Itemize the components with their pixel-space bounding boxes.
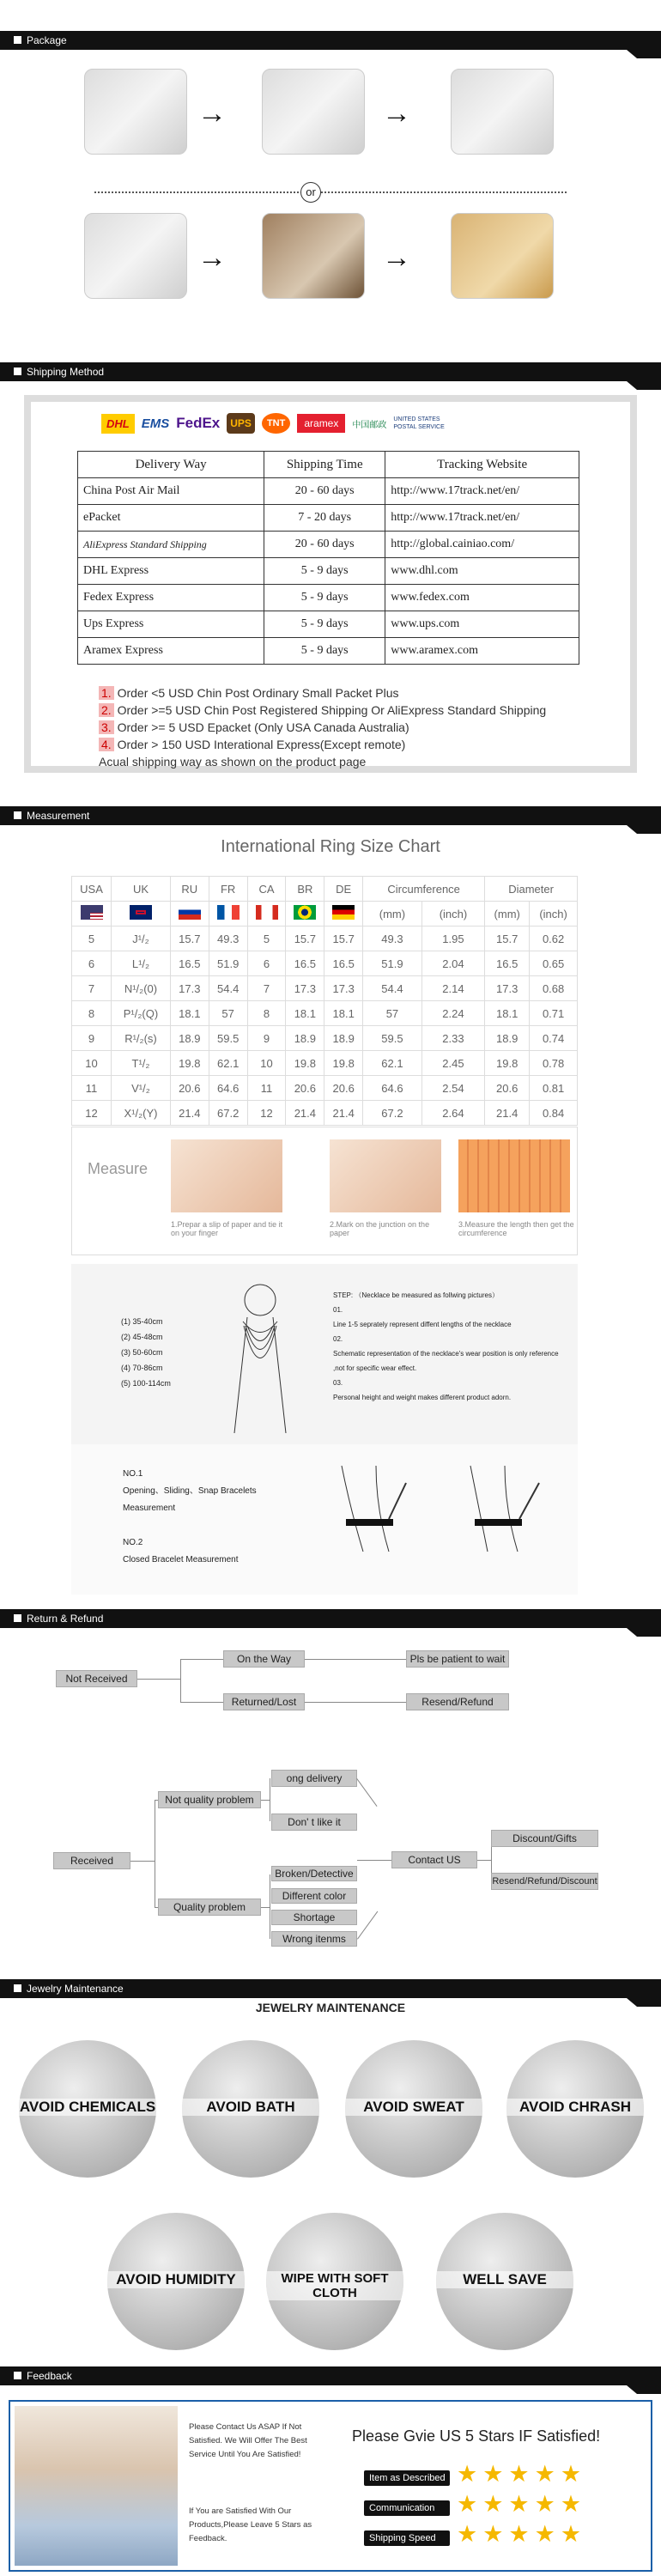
- table-cell: http://global.cainiao.com/: [385, 532, 579, 558]
- table-cell: 54.4: [209, 976, 247, 1001]
- carrier-logos: [101, 410, 582, 436]
- table-cell: 5 - 9 days: [264, 585, 385, 611]
- table-cell: 12: [72, 1101, 112, 1126]
- note-text: Order >= 5 USD Epacket (Only USA Canada Australia): [117, 720, 409, 734]
- section-title: Feedback: [27, 2370, 72, 2382]
- necklace-figure-illustration: [213, 1274, 324, 1437]
- table-cell: http://www.17track.net/en/: [385, 478, 579, 505]
- table-cell: 59.5: [363, 1026, 422, 1051]
- table-cell: 9: [247, 1026, 286, 1051]
- section-title: Package: [27, 34, 67, 46]
- maintenance-label: WELL SAVE: [436, 2271, 573, 2288]
- feedback-satisfied-text: If You are Satisfied With Our Products,Please Leave 5 Stars as Feedback.: [189, 2506, 312, 2543]
- table-cell: 16.5: [286, 951, 324, 976]
- table-cell: 20.6: [324, 1076, 363, 1101]
- package-photo-sealed: [262, 69, 365, 155]
- column-header: Delivery Way: [78, 452, 264, 478]
- section-bar-return: [0, 1609, 661, 1628]
- ring-size-table: [71, 876, 578, 1126]
- star-rating[interactable]: [457, 2461, 586, 2488]
- table-cell: 7 - 20 days: [264, 505, 385, 532]
- flow-line: [261, 1907, 270, 1908]
- note-text: Order >=5 USD Chin Post Registered Shipping Or AliExpress Standard Shipping: [117, 703, 547, 717]
- feedback-panel: [9, 2400, 652, 2572]
- note-footer: Acual shipping way as shown on the product page: [99, 755, 367, 769]
- package-photo-box: [262, 213, 365, 299]
- column-header: RU: [170, 877, 209, 902]
- table-cell: R¹/₂(s): [112, 1026, 171, 1051]
- uk-flag-icon: [130, 905, 152, 920]
- table-cell: Ups Express: [78, 611, 264, 638]
- flow-node: Not Received: [56, 1670, 137, 1687]
- table-row: [78, 611, 579, 638]
- germany-flag-icon: [332, 905, 355, 920]
- table-cell: www.aramex.com: [385, 638, 579, 665]
- section-title: Measurement: [27, 810, 90, 822]
- france-flag-icon: [217, 905, 240, 920]
- maintenance-title: JEWELRY MAINTENANCE: [255, 2001, 406, 2014]
- table-cell: 2.04: [421, 951, 484, 976]
- length-item: (3) 50-60cm: [121, 1348, 163, 1357]
- step-photo-1: [171, 1139, 282, 1212]
- maintenance-circle: [19, 2040, 156, 2178]
- section-title: Return & Refund: [27, 1613, 104, 1625]
- table-cell: 67.2: [209, 1101, 247, 1126]
- column-header: USA: [72, 877, 112, 902]
- aramex-logo: aramex: [297, 414, 345, 433]
- column-header: Tracking Website: [385, 452, 579, 478]
- table-cell: 21.4: [485, 1101, 530, 1126]
- table-cell: 9: [72, 1026, 112, 1051]
- column-header: BR: [286, 877, 324, 902]
- table-cell: 16.5: [324, 951, 363, 976]
- table-cell: 49.3: [363, 927, 422, 951]
- table-cell: Aramex Express: [78, 638, 264, 665]
- usa-flag-icon: [81, 905, 103, 920]
- russia-flag-icon: [179, 905, 201, 920]
- flow-node: Don' t like it: [271, 1814, 357, 1831]
- package-photo-envelope: [451, 213, 554, 299]
- section-icon: [14, 2372, 21, 2379]
- table-cell: 18.1: [170, 1001, 209, 1026]
- instruction-line: Schematic representation of the necklace's wear position is only reference ,not for specific wear effect.: [333, 1350, 559, 1372]
- note-text: Order <5 USD Chin Post Ordinary Small Packet Plus: [117, 686, 399, 700]
- package-photo-pouch: [84, 213, 187, 299]
- table-cell: J¹/₂: [112, 927, 171, 951]
- star-rating[interactable]: [457, 2521, 586, 2548]
- section-icon: [14, 36, 21, 44]
- table-cell: 0.62: [530, 927, 578, 951]
- arrow-right-icon: →: [382, 241, 411, 274]
- section-title: Jewelry Maintenance: [27, 1983, 124, 1995]
- maintenance-circle: [182, 2040, 319, 2178]
- instruction-line: 01.: [333, 1306, 343, 1314]
- ems-logo: EMS: [141, 416, 170, 431]
- table-cell: 18.1: [324, 1001, 363, 1026]
- table-cell: 11: [72, 1076, 112, 1101]
- note-text: Order > 150 USD Interational Express(Except remote): [117, 738, 406, 751]
- table-cell: 0.65: [530, 951, 578, 976]
- table-cell: 2.64: [421, 1101, 484, 1126]
- table-cell: 15.7: [324, 927, 363, 951]
- table-header: [72, 877, 578, 902]
- bracelet-no2-text: Closed Bracelet Measurement: [123, 1555, 239, 1564]
- unit-label: (inch): [421, 902, 484, 927]
- table-cell: N¹/₂(0): [112, 976, 171, 1001]
- flow-node: Not quality problem: [158, 1791, 261, 1808]
- section-bar-maintenance: [0, 1979, 661, 1998]
- instruction-line: 03.: [333, 1379, 343, 1387]
- table-cell: 11: [247, 1076, 286, 1101]
- table-cell: 7: [72, 976, 112, 1001]
- necklace-lengths: [121, 1314, 171, 1391]
- table-row: [78, 478, 579, 505]
- table-cell: http://www.17track.net/en/: [385, 505, 579, 532]
- section-bar-package: [0, 31, 661, 50]
- table-cell: 5: [72, 927, 112, 951]
- feedback-contact-text: Please Contact Us ASAP If Not Satisfied. We Will Offer The Best Service Until You Are Satisfied!: [189, 2422, 307, 2459]
- table-cell: China Post Air Mail: [78, 478, 264, 505]
- flag-row: [72, 902, 578, 927]
- flow-line: [357, 1860, 391, 1861]
- table-cell: 15.7: [286, 927, 324, 951]
- section-icon: [14, 1614, 21, 1622]
- table-row: [72, 1101, 578, 1126]
- table-cell: 18.1: [286, 1001, 324, 1026]
- maintenance-label: AVOID SWEAT: [345, 2099, 482, 2116]
- flow-node: On the Way: [223, 1650, 305, 1668]
- table-cell: 15.7: [170, 927, 209, 951]
- instruction-line: 02.: [333, 1335, 343, 1343]
- instruction-line: Line 1-5 seprately represent diffent lengths of the necklace: [333, 1321, 512, 1328]
- flow-node: Contact US: [391, 1851, 477, 1868]
- table-cell: 51.9: [363, 951, 422, 976]
- flow-node: Resend/Refund/Discount: [491, 1873, 598, 1890]
- divider: [94, 191, 567, 193]
- table-cell: 2.54: [421, 1076, 484, 1101]
- unit-label: (mm): [485, 902, 530, 927]
- table-cell: 16.5: [170, 951, 209, 976]
- section-bar-measurement: [0, 806, 661, 825]
- flow-node: Quality problem: [158, 1899, 261, 1916]
- table-cell: 2.33: [421, 1026, 484, 1051]
- column-header: CA: [247, 877, 286, 902]
- table-cell: 17.3: [324, 976, 363, 1001]
- table-cell: 5: [247, 927, 286, 951]
- table-cell: 19.8: [485, 1051, 530, 1076]
- or-badge: or: [300, 182, 321, 203]
- table-cell: 5 - 9 days: [264, 558, 385, 585]
- flow-line: [137, 1679, 180, 1680]
- table-cell: AliExpress Standard Shipping: [78, 532, 264, 558]
- step-caption: 1.Prepar a slip of paper and tie it on your finger: [171, 1220, 283, 1237]
- flow-node: Pls be patient to wait: [406, 1650, 509, 1668]
- flow-line: [305, 1702, 406, 1703]
- maintenance-label: AVOID HUMIDITY: [107, 2271, 245, 2288]
- table-cell: 0.74: [530, 1026, 578, 1051]
- table-cell: 62.1: [363, 1051, 422, 1076]
- table-cell: 20 - 60 days: [264, 532, 385, 558]
- table-cell: 17.3: [286, 976, 324, 1001]
- necklace-instructions: [333, 1288, 565, 1405]
- table-cell: 18.9: [170, 1026, 209, 1051]
- rating-label: Item as Described: [364, 2470, 450, 2486]
- chinapost-logo: 中国邮政: [352, 420, 387, 430]
- maintenance-circle: [107, 2213, 245, 2350]
- table-cell: 57: [363, 1001, 422, 1026]
- table-row: [72, 927, 578, 951]
- table-row: [72, 1051, 578, 1076]
- table-cell: 54.4: [363, 976, 422, 1001]
- flow-node: Received: [53, 1852, 130, 1869]
- dhl-logo: DHL: [101, 414, 135, 434]
- table-cell: 20.6: [485, 1076, 530, 1101]
- table-cell: 5 - 9 days: [264, 611, 385, 638]
- table-header: [78, 452, 579, 478]
- arrow-right-icon: →: [382, 97, 411, 130]
- table-cell: 0.84: [530, 1101, 578, 1126]
- flow-line: [356, 1778, 377, 1807]
- table-cell: 17.3: [485, 976, 530, 1001]
- package-photo-bag: [84, 69, 187, 155]
- table-cell: DHL Express: [78, 558, 264, 585]
- table-cell: 0.78: [530, 1051, 578, 1076]
- table-cell: 2.45: [421, 1051, 484, 1076]
- table-cell: 16.5: [485, 951, 530, 976]
- maintenance-circle: [436, 2213, 573, 2350]
- flow-node: Wrong itenms: [271, 1931, 357, 1947]
- tnt-logo: TNT: [262, 413, 290, 434]
- table-cell: 20.6: [170, 1076, 209, 1101]
- table-cell: 20 - 60 days: [264, 478, 385, 505]
- column-header: UK: [112, 877, 171, 902]
- package-photo-parcel: [451, 69, 554, 155]
- table-cell: 57: [209, 1001, 247, 1026]
- necklace-panel: [71, 1264, 578, 1444]
- table-cell: X¹/₂(Y): [112, 1101, 171, 1126]
- table-cell: 2.14: [421, 976, 484, 1001]
- column-header: Shipping Time: [264, 452, 385, 478]
- step-photo-3: [458, 1139, 570, 1212]
- flow-node: Discount/Gifts: [491, 1830, 598, 1847]
- maintenance-label: AVOID CHEMICALS: [19, 2099, 156, 2116]
- measure-label: Measure: [88, 1160, 149, 1177]
- table-cell: 17.3: [170, 976, 209, 1001]
- maintenance-label: AVOID BATH: [182, 2099, 319, 2116]
- length-item: (5) 100-114cm: [121, 1379, 171, 1388]
- table-cell: www.dhl.com: [385, 558, 579, 585]
- table-cell: 64.6: [209, 1076, 247, 1101]
- wrist-measure-illustration: [329, 1457, 561, 1560]
- table-row: [72, 1026, 578, 1051]
- table-cell: 12: [247, 1101, 286, 1126]
- table-cell: 2.24: [421, 1001, 484, 1026]
- table-cell: 0.71: [530, 1001, 578, 1026]
- unit-label: (inch): [530, 902, 578, 927]
- note-item: 1. Order <5 USD Chin Post Ordinary Small Packet Plus: [99, 684, 546, 702]
- bracelet-no1-text: Opening、Sliding、Snap Bracelets Measurement: [123, 1486, 257, 1513]
- table-cell: 21.4: [170, 1101, 209, 1126]
- flow-line: [180, 1702, 223, 1703]
- instruction-line: Personal height and weight makes different product adorn.: [333, 1394, 512, 1401]
- star-icon: ★★★★★: [457, 2521, 587, 2547]
- table-cell: 8: [247, 1001, 286, 1026]
- maintenance-label: WIPE WITH SOFT CLOTH: [266, 2271, 403, 2300]
- note-item: 4. Order > 150 USD Interational Express(Except remote): [99, 736, 546, 753]
- table-row: [78, 505, 579, 532]
- feedback-headline: Please Gvie US 5 Stars IF Satisfied!: [352, 2427, 601, 2445]
- bracelet-text: [123, 1466, 269, 1569]
- flow-line: [180, 1659, 181, 1702]
- star-icon: ★★★★★: [457, 2491, 587, 2517]
- flow-node: Broken/Detective: [271, 1866, 357, 1881]
- bracelet-panel: [71, 1444, 578, 1595]
- table-cell: 8: [72, 1001, 112, 1026]
- flow-line: [477, 1860, 491, 1861]
- shipping-notes: [99, 684, 546, 770]
- table-cell: 62.1: [209, 1051, 247, 1076]
- table-cell: 59.5: [209, 1026, 247, 1051]
- table-cell: 19.8: [286, 1051, 324, 1076]
- flow-line: [261, 1800, 270, 1801]
- model-photo: [15, 2406, 178, 2566]
- table-row: [78, 558, 579, 585]
- table-cell: 10: [247, 1051, 286, 1076]
- table-cell: 19.8: [324, 1051, 363, 1076]
- flow-line: [130, 1861, 155, 1862]
- flow-node: ong delivery: [271, 1770, 357, 1787]
- table-cell: ePacket: [78, 505, 264, 532]
- table-cell: 18.1: [485, 1001, 530, 1026]
- table-cell: 20.6: [286, 1076, 324, 1101]
- section-bar-shipping: [0, 362, 661, 381]
- maintenance-circle: [506, 2040, 644, 2178]
- table-cell: 0.68: [530, 976, 578, 1001]
- ring-chart-title: International Ring Size Chart: [221, 837, 440, 856]
- flow-node: Returned/Lost: [223, 1693, 305, 1710]
- arrow-right-icon: →: [197, 97, 227, 130]
- column-header: FR: [209, 877, 247, 902]
- maintenance-circle: [345, 2040, 482, 2178]
- section-title: Shipping Method: [27, 366, 105, 378]
- rating-label: Shipping Speed: [364, 2530, 450, 2546]
- length-item: (4) 70-86cm: [121, 1364, 163, 1372]
- arrow-right-icon: →: [197, 241, 227, 274]
- table-cell: 21.4: [286, 1101, 324, 1126]
- table-row: [72, 1076, 578, 1101]
- table-cell: 18.9: [485, 1026, 530, 1051]
- table-cell: T¹/₂: [112, 1051, 171, 1076]
- ups-logo: UPS: [227, 413, 255, 434]
- table-cell: 21.4: [324, 1101, 363, 1126]
- table-cell: 18.9: [286, 1026, 324, 1051]
- length-item: (2) 45-48cm: [121, 1333, 163, 1341]
- canada-flag-icon: [256, 905, 278, 920]
- table-cell: L¹/₂: [112, 951, 171, 976]
- table-cell: Fedex Express: [78, 585, 264, 611]
- length-item: (1) 35-40cm: [121, 1317, 163, 1326]
- maintenance-label: AVOID CHRASH: [506, 2099, 644, 2116]
- column-header: DE: [324, 877, 363, 902]
- section-icon: [14, 1984, 21, 1992]
- flow-node: Different color: [271, 1888, 357, 1904]
- unit-label: (mm): [363, 902, 422, 927]
- step-photo-2: [330, 1139, 441, 1212]
- table-cell: 5 - 9 days: [264, 638, 385, 665]
- note-item: 3. Order >= 5 USD Epacket (Only USA Canada Australia): [99, 719, 546, 736]
- table-cell: 18.9: [324, 1026, 363, 1051]
- table-cell: 10: [72, 1051, 112, 1076]
- usps-logo: UNITED STATES POSTAL SERVICE: [393, 416, 445, 430]
- column-header: Diameter: [485, 877, 578, 902]
- table-row: [72, 951, 578, 976]
- section-icon: [14, 811, 21, 819]
- table-cell: www.fedex.com: [385, 585, 579, 611]
- table-cell: 6: [72, 951, 112, 976]
- table-row: [78, 532, 579, 558]
- table-cell: 0.81: [530, 1076, 578, 1101]
- flow-node: Resend/Refund: [406, 1693, 509, 1710]
- table-cell: 67.2: [363, 1101, 422, 1126]
- table-cell: V¹/₂: [112, 1076, 171, 1101]
- table-row: [72, 1001, 578, 1026]
- note-item: 2. Order >=5 USD Chin Post Registered Shipping Or AliExpress Standard Shipping: [99, 702, 546, 719]
- column-header: Circumference: [363, 877, 485, 902]
- flow-line: [305, 1659, 406, 1660]
- table-cell: 6: [247, 951, 286, 976]
- table-cell: 64.6: [363, 1076, 422, 1101]
- table-cell: 1.95: [421, 927, 484, 951]
- table-cell: 7: [247, 976, 286, 1001]
- rating-label: Communication: [364, 2500, 450, 2516]
- measure-panel: [71, 1127, 578, 1255]
- table-row: [72, 976, 578, 1001]
- bracelet-no1: NO.1: [123, 1469, 143, 1479]
- flow-node: Shortage: [271, 1910, 357, 1925]
- fedex-logo: FedEx: [176, 415, 221, 431]
- flow-line: [357, 1911, 378, 1940]
- shipping-table: [77, 451, 579, 665]
- flow-line: [180, 1659, 223, 1660]
- table-row: [78, 638, 579, 665]
- table-cell: 19.8: [170, 1051, 209, 1076]
- instruction-line: STEP: （Necklace be measured as follwing pictures）: [333, 1291, 499, 1299]
- step-caption: 3.Measure the length then get the circumference: [458, 1220, 574, 1237]
- table-cell: 49.3: [209, 927, 247, 951]
- maintenance-circle: [266, 2213, 403, 2350]
- star-rating[interactable]: [457, 2491, 586, 2518]
- table-row: [78, 585, 579, 611]
- star-icon: ★★★★★: [457, 2461, 587, 2487]
- table-cell: www.ups.com: [385, 611, 579, 638]
- section-bar-feedback: [0, 2366, 661, 2385]
- table-cell: 15.7: [485, 927, 530, 951]
- section-icon: [14, 368, 21, 375]
- bracelet-no2: NO.2: [123, 1538, 143, 1547]
- table-cell: P¹/₂(Q): [112, 1001, 171, 1026]
- brazil-flag-icon: [294, 905, 316, 920]
- step-caption: 2.Mark on the junction on the paper: [330, 1220, 430, 1237]
- table-cell: 51.9: [209, 951, 247, 976]
